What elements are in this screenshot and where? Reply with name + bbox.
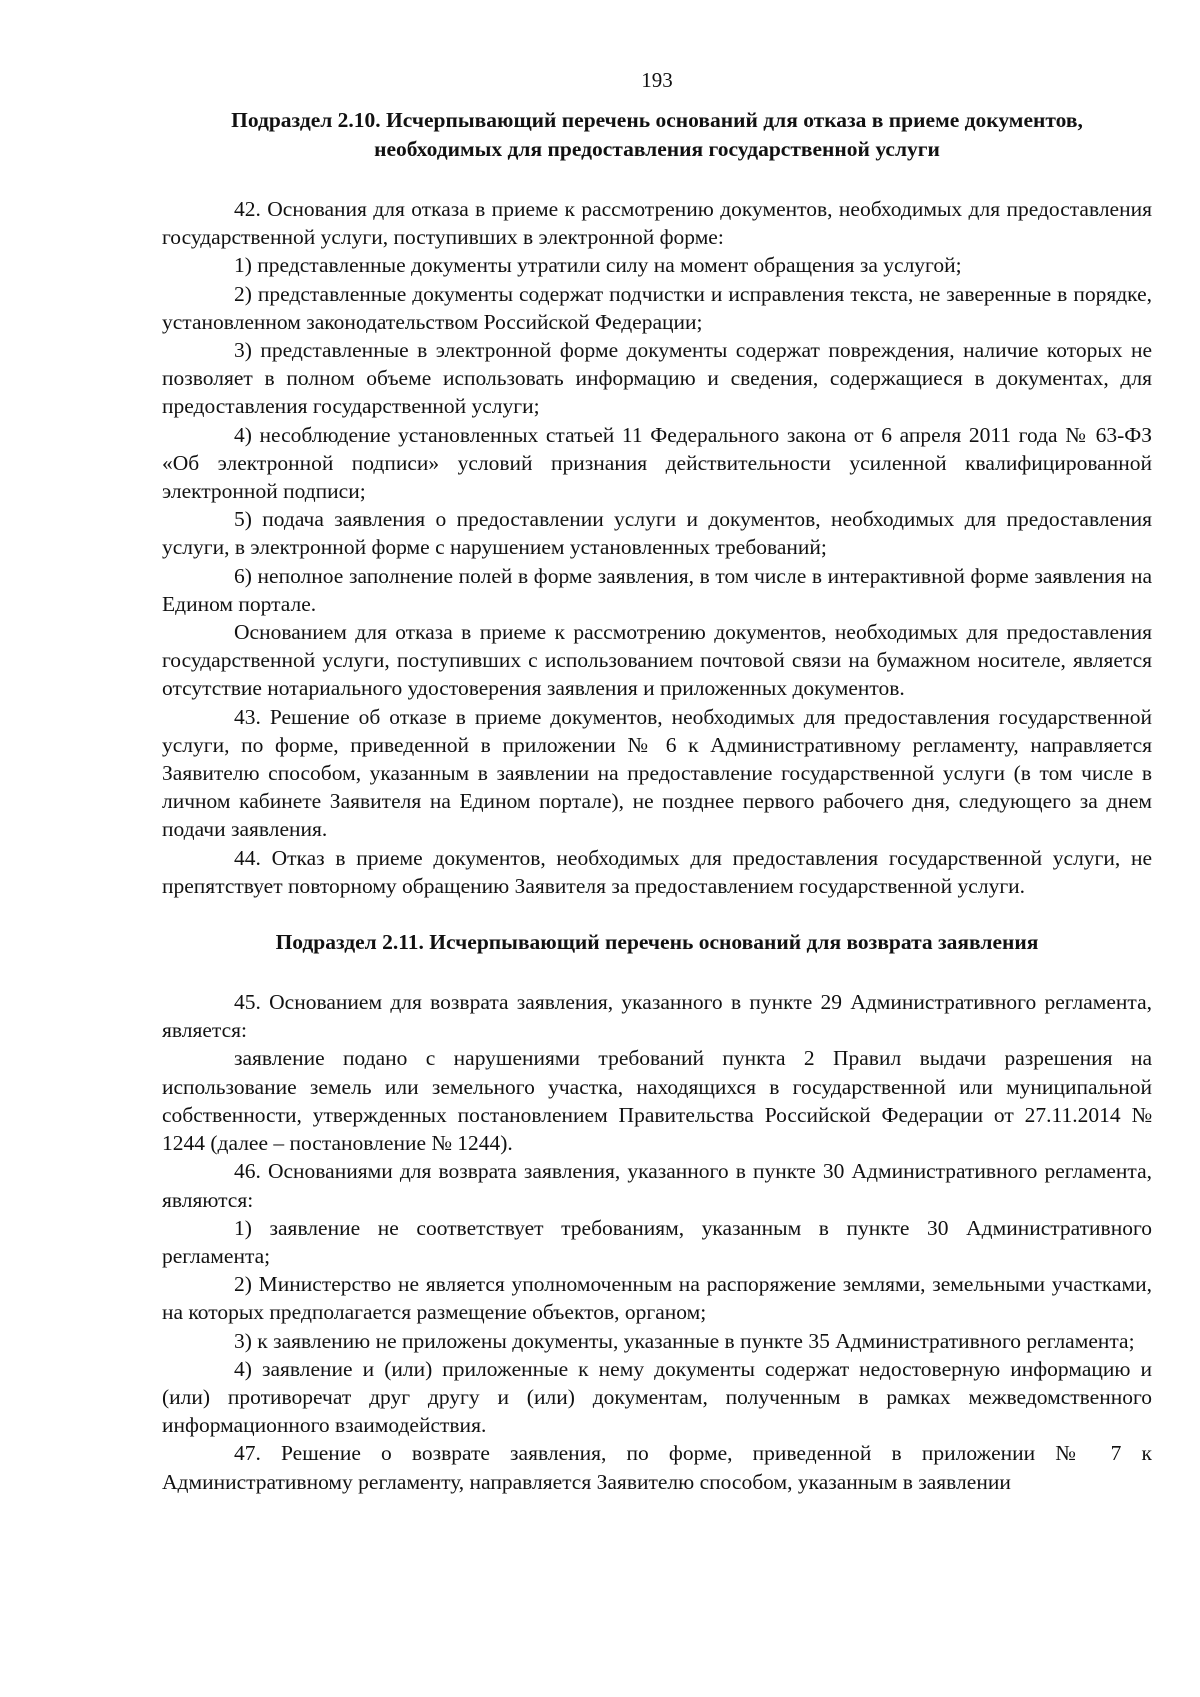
paragraph-45: 45. Основанием для возврата заявления, указанного в пункте 29 Административного регламента, является: (162, 990, 1152, 1043)
section-2-10-title-line-2: необходимых для предоставления государственной услуги (374, 137, 940, 161)
section-2-10-body (162, 195, 1152, 900)
paragraph-postal-refusal: Основанием для отказа в приеме к рассмотрению документов, необходимых для предоставления государственной услуги, поступивших с использованием почтовой связи на бумажном носителе, является отсутствие нотариального удостоверения заявления и приложенных документов. (162, 620, 1152, 701)
list-item-2: 2) представленные документы содержат подчистки и исправления текста, не заверенные в порядке, установленном законодательством Российской Федерации; (162, 281, 1152, 334)
section-2-11-body (162, 988, 1152, 1496)
list-item-3: 3) представленные в электронной форме документы содержат повреждения, наличие которых не позволяет в полном объеме использовать информацию и сведения, содержащиеся в документах, для предоставления государственной услуги; (162, 338, 1152, 419)
list-item-5: 5) подача заявления о предоставлении услуги и документов, необходимых для предоставления услуги, в электронной форме с нарушением установленных требований; (162, 507, 1152, 560)
page-number: 193 (641, 68, 673, 92)
section-2-10-heading (162, 106, 1152, 164)
paragraph-45-detail: заявление подано с нарушениями требований пункта 2 Правил выдачи разрешения на использование земель или земельного участка, находящихся в государственной или муниципальной собственности, утвержденных постановлением Правительства Российской Федерации от 27.11.2014 № 1244 (далее – постановление № 1244). (162, 1046, 1152, 1156)
list-item-6: 6) неполное заполнение полей в форме заявления, в том числе в интерактивной форме заявления на Едином портале. (162, 563, 1152, 616)
return-item-2: 2) Министерство не является уполномоченным на распоряжение землями, земельными участками, на которых предполагается размещение объектов, органом; (162, 1272, 1152, 1325)
paragraph-46: 46. Основаниями для возврата заявления, указанного в пункте 30 Административного регламента, являются: (162, 1159, 1152, 1212)
paragraph-43: 43. Решение об отказе в приеме документов, необходимых для предоставления государственной услуги, по форме, приведенной в приложении № 6 к Административному регламенту, направляется Заявителю способом, указанным в заявлении на предоставление государственной услуги (в том числе в личном кабинете Заявителя на Едином портале), не позднее первого рабочего дня, следующего за днем подачи заявления. (162, 704, 1152, 842)
paragraph-42: 42. Основания для отказа в приеме к рассмотрению документов, необходимых для предоставления государственной услуги, поступивших в электронной форме: (162, 197, 1152, 250)
section-2-11-heading: Подраздел 2.11. Исчерпывающий перечень оснований для возврата заявления (275, 930, 1039, 955)
return-item-4: 4) заявление и (или) приложенные к нему документы содержат недостоверную информацию и (или) противоречат друг другу и (или) документам, полученным в рамках межведомственного информационного взаимодействия. (162, 1356, 1152, 1438)
list-item-4: 4) несоблюдение установленных статьей 11 Федерального закона от 6 апреля 2011 года № 63-ФЗ «Об электронной подписи» условий признания действительности усиленной квалифицированной электронной подписи; (162, 422, 1152, 504)
return-item-3: 3) к заявлению не приложены документы, указанные в пункте 35 Административного регламента; (234, 1328, 1135, 1353)
return-item-1: 1) заявление не соответствует требованиям, указанным в пункте 30 Административного регламента; (162, 1215, 1152, 1268)
paragraph-47: 47. Решение о возврате заявления, по форме, приведенной в приложении № 7 к Административному регламенту, направляется Заявителю способом, указанным в заявлении (162, 1441, 1152, 1494)
document-page (162, 68, 1152, 1496)
section-2-10-title-line-1: Подраздел 2.10. Исчерпывающий перечень оснований для отказа в приеме документов, (231, 108, 1083, 132)
paragraph-44: 44. Отказ в приеме документов, необходимых для предоставления государственной услуги, не препятствует повторному обращению Заявителя за предоставлением государственной услуги. (162, 845, 1152, 898)
list-item-1: 1) представленные документы утратили силу на момент обращения за услугой; (234, 253, 962, 278)
